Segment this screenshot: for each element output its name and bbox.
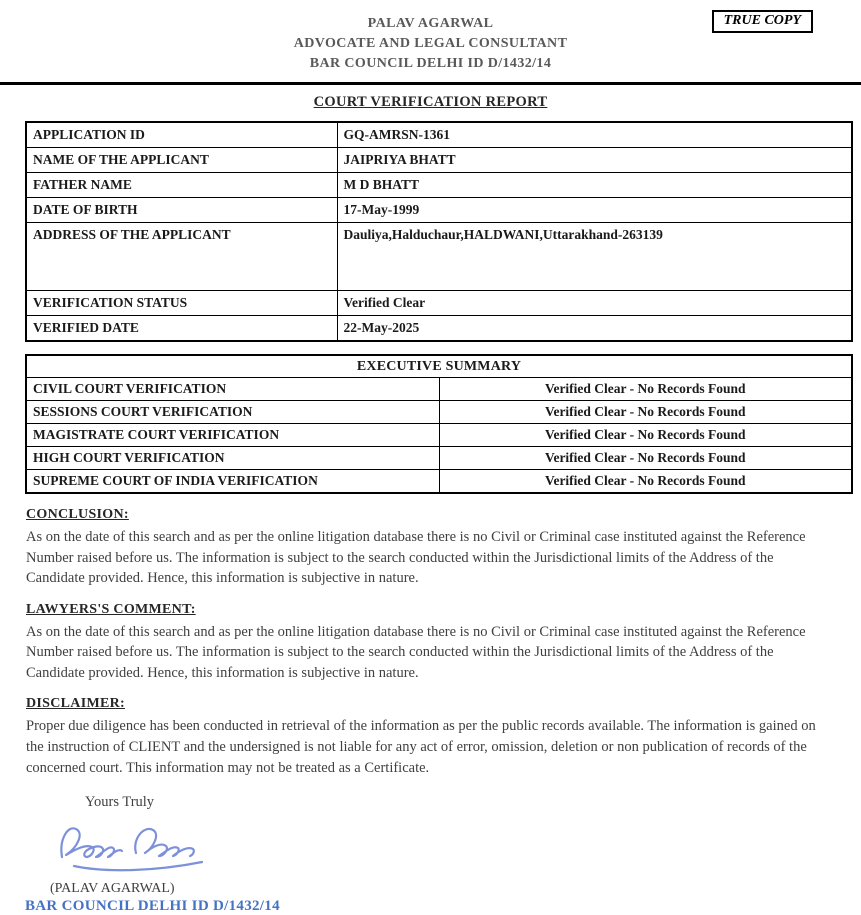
applicant-details-table (25, 121, 853, 342)
true-copy-label: TRUE COPY (723, 13, 801, 28)
conclusion-heading: CONCLUSION: (26, 507, 129, 522)
row-value: 22-May-2025 (337, 316, 852, 342)
row-label: APPLICATION ID (26, 122, 337, 148)
footer-bar-council-id: BAR COUNCIL DELHI ID D/1432/14 (25, 898, 280, 915)
advocate-name: PALAV AGARWAL (367, 16, 494, 31)
advocate-title: ADVOCATE AND LEGAL CONSULTANT (293, 36, 568, 51)
row-label: HIGH COURT VERIFICATION (26, 447, 439, 470)
row-label: NAME OF THE APPLICANT (26, 148, 337, 173)
row-label: SUPREME COURT OF INDIA VERIFICATION (26, 470, 439, 494)
table-row (26, 378, 852, 401)
report-title (0, 94, 861, 111)
disclaimer-body: Proper due diligence has been conducted in retrieval of the information as per the public records available. The information is gained on the instruction of CLIENT and the undersigned is not liable for any act of error, omission, deletion or non publication of records of the concerned court. This information may not be treated as a Certificate. (26, 718, 816, 776)
executive-summary-title: EXECUTIVE SUMMARY (26, 355, 852, 378)
row-value: Verified Clear - No Records Found (439, 470, 852, 494)
table-row (26, 401, 852, 424)
row-label: CIVIL COURT VERIFICATION (26, 378, 439, 401)
row-value: Verified Clear - No Records Found (439, 447, 852, 470)
row-value: Verified Clear (337, 291, 852, 316)
disclaimer-section (26, 696, 835, 778)
row-value: Verified Clear - No Records Found (439, 401, 852, 424)
lawyers-comment-body: As on the date of this search and as per the online litigation database there is no Civil or Criminal case instituted against the Reference Number raised before us. The information is subject to the search conducted within the Jurisdictional limits of the Address of the Candidate provided. Hence, this information is subjective in nature. (26, 623, 806, 681)
table-row (26, 223, 852, 291)
row-label: VERIFICATION STATUS (26, 291, 337, 316)
lawyers-comment-section (26, 602, 835, 684)
header-divider (0, 82, 861, 85)
row-value: JAIPRIYA BHATT (337, 148, 852, 173)
table-row (26, 316, 852, 342)
table-row (26, 424, 852, 447)
conclusion-section (26, 507, 835, 589)
row-label: MAGISTRATE COURT VERIFICATION (26, 424, 439, 447)
signature-image (52, 817, 861, 879)
handwritten-signature-icon (52, 817, 222, 879)
row-value: GQ-AMRSN-1361 (337, 122, 852, 148)
closing-text: Yours Truly (85, 794, 155, 811)
table-row (26, 173, 852, 198)
row-label: SESSIONS COURT VERIFICATION (26, 401, 439, 424)
executive-summary-table (25, 354, 853, 494)
lawyers-comment-heading: LAWYERS'S COMMENT: (26, 601, 196, 617)
table-row (26, 291, 852, 316)
table-row (26, 447, 852, 470)
row-label: FATHER NAME (26, 173, 337, 198)
row-value: 17-May-1999 (337, 198, 852, 223)
row-value: Verified Clear - No Records Found (439, 378, 852, 401)
row-label: DATE OF BIRTH (26, 198, 337, 223)
row-label: VERIFIED DATE (26, 316, 337, 342)
table-row (26, 148, 852, 173)
table-header-row (26, 355, 852, 378)
conclusion-body: As on the date of this search and as per the online litigation database there is no Civil or Criminal case instituted against the Reference Number raised before us. The information is subject to the search conducted within the Jurisdictional limits of the Address of the Candidate provided. Hence, this information is subjective in nature. (26, 529, 806, 587)
row-value: Dauliya,Halduchaur,HALDWANI,Uttarakhand-263139 (337, 223, 852, 291)
row-value: M D BHATT (337, 173, 852, 198)
advocate-bar-id: BAR COUNCIL DELHI ID D/1432/14 (309, 56, 552, 71)
true-copy-stamp (712, 10, 813, 33)
disclaimer-heading: DISCLAIMER: (26, 696, 125, 712)
table-row (26, 470, 852, 494)
row-value: Verified Clear - No Records Found (439, 424, 852, 447)
table-row (26, 122, 852, 148)
report-title-text: COURT VERIFICATION REPORT (313, 94, 548, 110)
table-row (26, 198, 852, 223)
signatory-name: (PALAV AGARWAL) (50, 881, 175, 897)
row-label: ADDRESS OF THE APPLICANT (26, 223, 337, 291)
